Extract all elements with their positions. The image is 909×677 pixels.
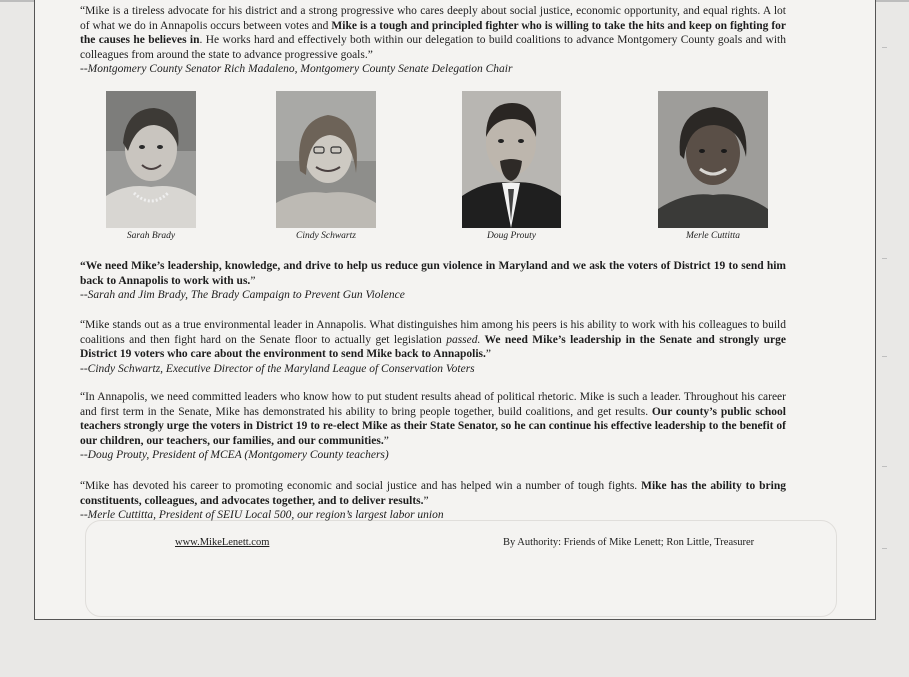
website-link[interactable]: www.MikeLenett.com <box>175 537 270 548</box>
quote-text: “Mike is a tireless advocate for his district and a strong progressive who cares deeply about social justice, economic opportunity, and equal rights. A lot of what we do in Annapolis occurs between votes and <box>80 5 786 32</box>
photo-doug-prouty <box>462 91 561 228</box>
quote-text: “In Annapolis, we need committed leaders who know how to put student results ahead of political rhetoric. Mike is such a leader. Throughout his career and first term in the Senate, Mike has demonstrated his ability to bring people together, build coalitions, and get results. <box>80 391 786 418</box>
quote-bold-text: Our county’s public school teachers strongly urge the voters in District 19 to re-elect Mike as their State Senator, so he can continue his effective leadership to the benefit of our children, our teachers, our families, and our communities. <box>80 405 786 447</box>
quote-bold-text: “We need Mike’s leadership, knowledge, and drive to help us reduce gun violence in Maryland and we ask the voters of District 19 to send him back to Annapolis to work with us. <box>80 260 786 287</box>
quote-bold-text: Mike has the ability to bring constituents, colleagues, and advocates together, and to deliver results. <box>80 480 786 507</box>
quote-italic-text: passed. <box>446 333 481 346</box>
quote-brady <box>80 259 786 303</box>
quote-attribution: --Sarah and Jim Brady, The Brady Campaign to Prevent Gun Violence <box>80 289 405 302</box>
quote-text: “Mike has devoted his career to promoting economic and social justice and has helped win a number of tough fights. <box>80 480 642 492</box>
quote-attribution: --Merle Cuttitta, President of SEIU Local 500, our region’s largest labor union <box>80 509 444 522</box>
scan-mark <box>882 258 887 259</box>
photo-merle-cuttitta <box>658 91 768 228</box>
quote-cuttitta <box>80 479 786 523</box>
quote-schwartz <box>80 318 786 376</box>
scan-mark <box>882 466 887 467</box>
scan-mark <box>882 548 887 549</box>
quote-bold-text: Mike is a tough and principled fighter who is willing to take the hits and keep on fighting for the causes he believes in <box>80 19 787 47</box>
photo-sarah-brady <box>106 91 196 228</box>
quote-attribution: --Montgomery County Senator Rich Madaleno, Montgomery County Senate Delegation Chair <box>80 63 513 76</box>
quote-madaleno <box>80 4 786 77</box>
photo-caption: Doug Prouty <box>487 231 536 241</box>
quote-text: . He works hard and effectively both within our delegation to build coalitions to advance Montgomery County goals and with colleagues from around the state to advance progressive goals.” <box>80 34 786 61</box>
quote-text: ” <box>485 348 492 361</box>
authority-line: By Authority: Friends of Mike Lenett; Ron Little, Treasurer <box>503 537 755 548</box>
photo-cindy-schwartz <box>276 91 376 228</box>
quote-text: ” <box>250 274 256 287</box>
quote-text: ” <box>383 434 389 447</box>
photo-caption: Cindy Schwartz <box>296 231 356 241</box>
quote-text: “Mike stands out as a true environmental leader in Annapolis. What distinguishes him among his peers is his ability to work with his colleagues to build coalitions and then fight hard on the Senate floor to actually get legislation <box>80 319 786 346</box>
quote-text: ” <box>423 494 429 507</box>
photo-caption: Sarah Brady <box>126 231 176 241</box>
scan-mark <box>882 47 887 48</box>
quote-attribution: --Doug Prouty, President of MCEA (Montgomery County teachers) <box>80 449 389 462</box>
bleed-through-box <box>85 520 837 617</box>
quote-prouty <box>80 390 786 463</box>
quote-attribution: --Cindy Schwartz, Executive Director of the Maryland League of Conservation Voters <box>80 362 475 375</box>
scan-mark <box>882 356 887 357</box>
quote-bold-text: We need Mike’s leadership in the Senate and strongly urge District 19 voters who care about the environment to send Mike back to Annapolis. <box>80 333 786 361</box>
photo-caption: Merle Cuttitta <box>685 231 741 241</box>
